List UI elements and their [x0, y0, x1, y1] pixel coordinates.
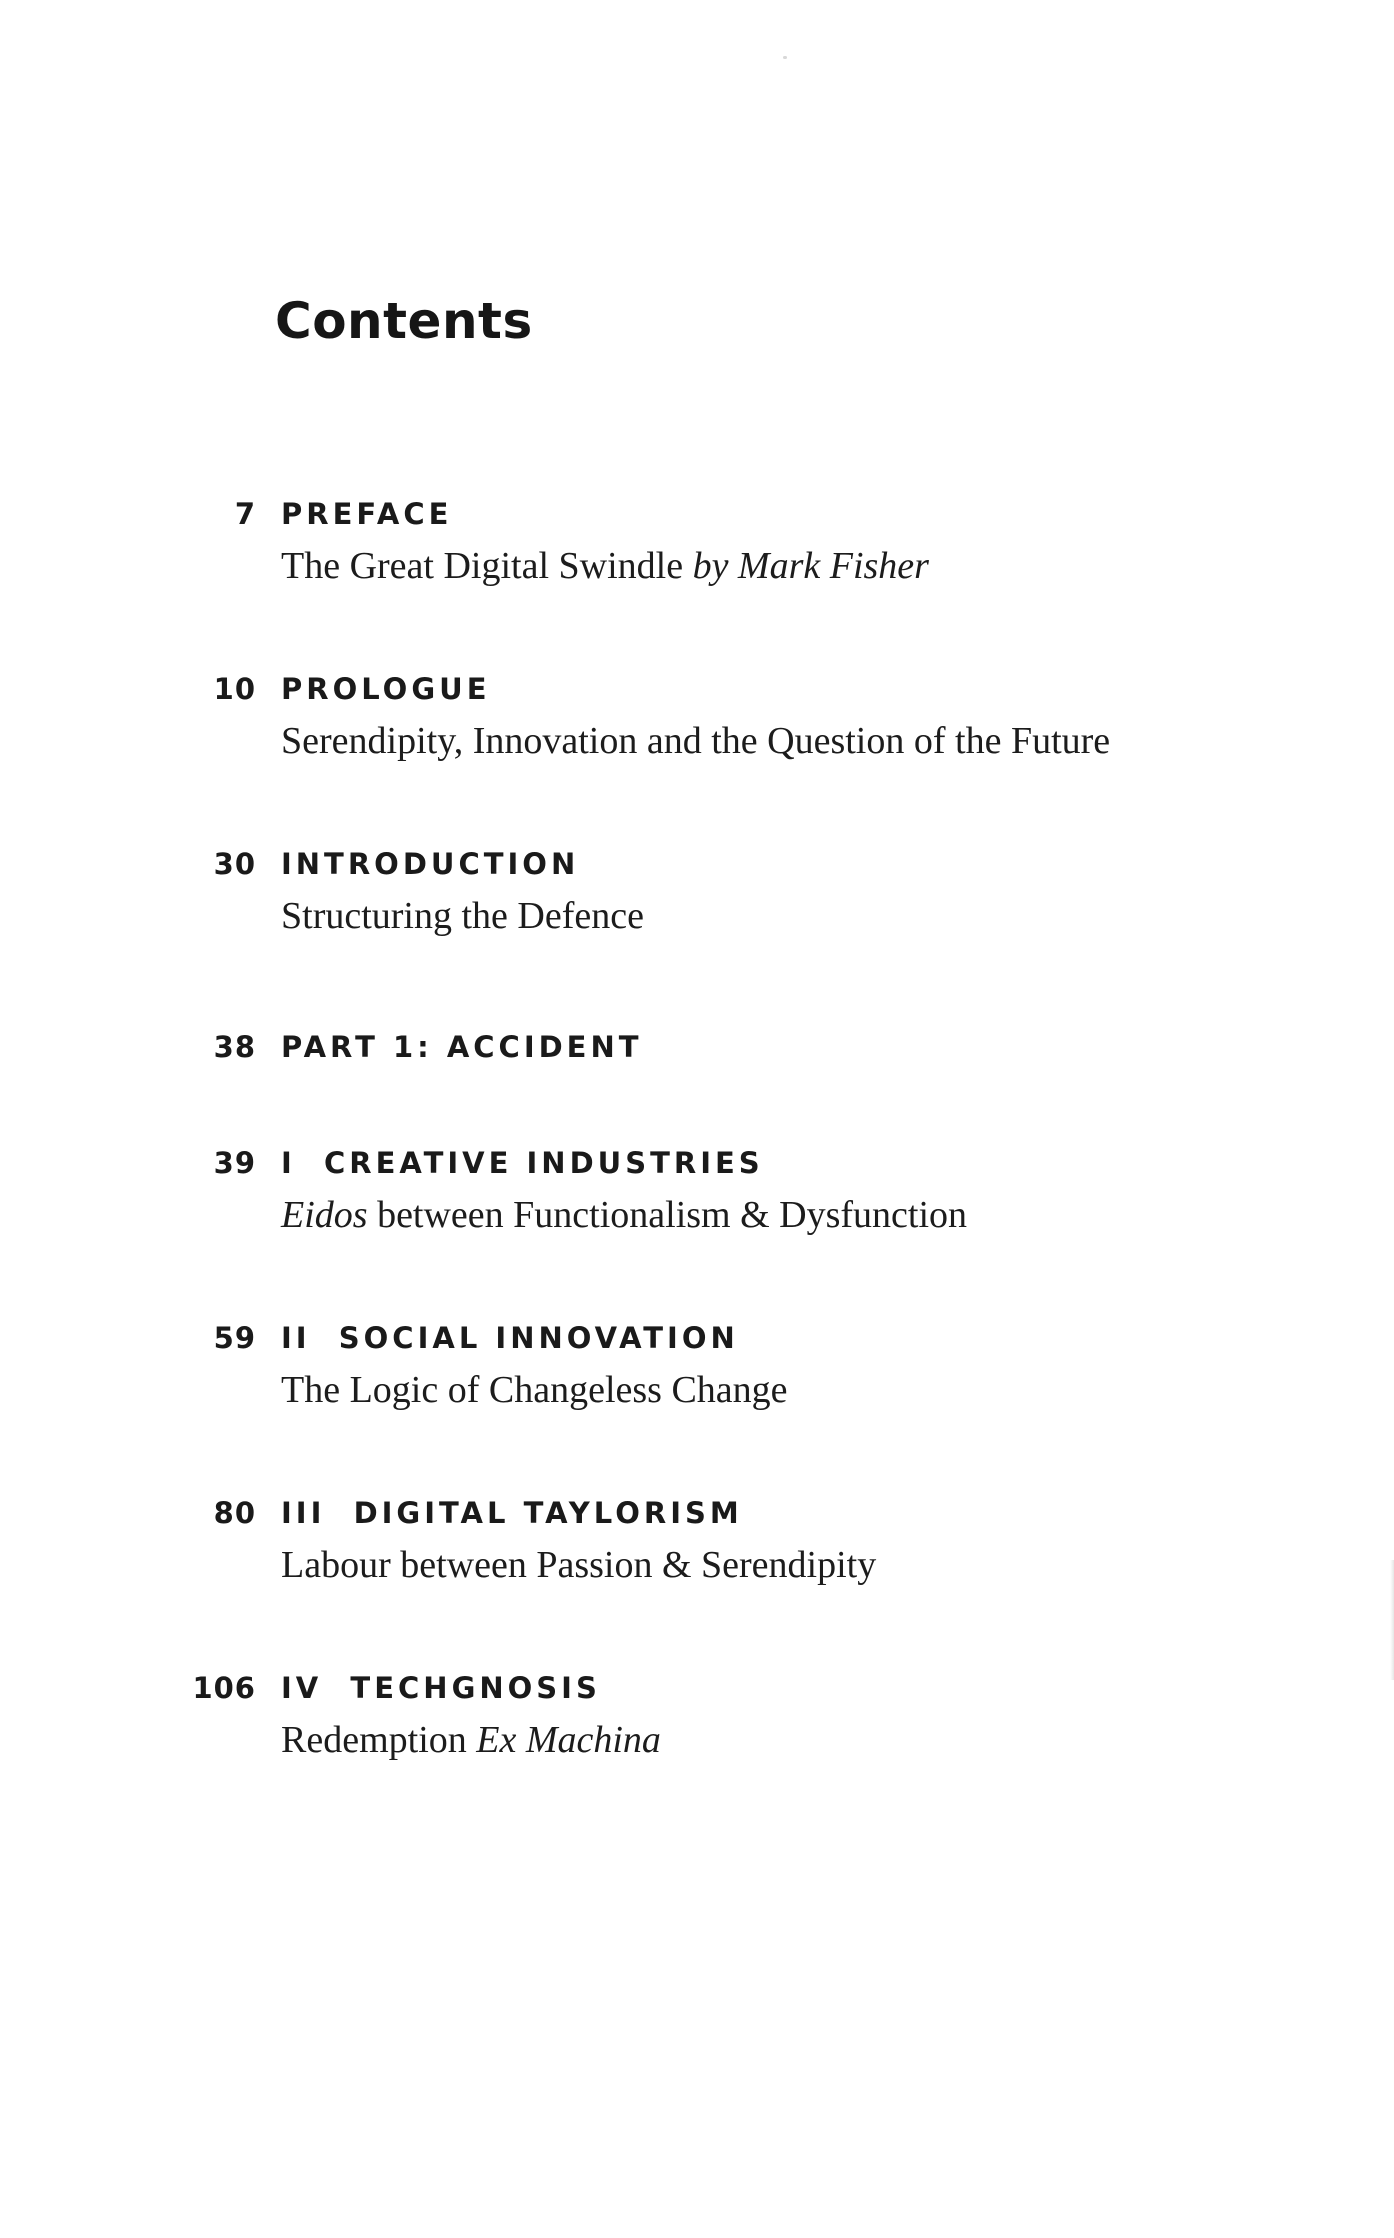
toc-subtitle [281, 542, 929, 590]
toc-page-number: 80 [213, 1496, 256, 1530]
toc-heading: PART 1: ACCIDENT [281, 1030, 643, 1064]
toc-subtitle [281, 1366, 788, 1414]
toc-heading: III DIGITAL TAYLORISM [281, 1496, 743, 1530]
toc-heading: I CREATIVE INDUSTRIES [281, 1146, 764, 1180]
toc-subtitle-text: Structuring the Defence [281, 895, 644, 937]
toc-subtitle-italic: Ex Machina [476, 1719, 661, 1761]
toc-page-number: 59 [213, 1321, 256, 1355]
toc-subtitle-text: Serendipity, Innovation and the Question of the Future [281, 720, 1111, 762]
toc-page-number: 30 [213, 847, 256, 881]
scan-speck [783, 56, 787, 59]
scan-edge-shadow [1390, 1560, 1394, 1680]
toc-subtitle-italic: Eidos [281, 1194, 368, 1236]
toc-page-number: 38 [213, 1030, 256, 1064]
toc-subtitle-text: between Functionalism & Dysfunction [367, 1194, 968, 1236]
toc-heading: PROLOGUE [281, 672, 491, 706]
toc-subtitle-author: by Mark Fisher [692, 545, 929, 587]
toc-subtitle-text: Redemption [281, 1719, 477, 1761]
toc-subtitle [281, 1541, 876, 1589]
toc-subtitle [281, 717, 1110, 765]
toc-page-number: 39 [213, 1146, 256, 1180]
toc-subtitle [281, 1191, 967, 1239]
toc-page-number: 7 [234, 497, 256, 531]
toc-heading: IV TECHGNOSIS [281, 1671, 601, 1705]
toc-subtitle [281, 1716, 661, 1764]
toc-heading: II SOCIAL INNOVATION [281, 1321, 739, 1355]
toc-page-number: 106 [192, 1671, 256, 1705]
toc-heading: INTRODUCTION [281, 847, 580, 881]
toc-subtitle-text: The Great Digital Swindle [281, 545, 693, 587]
toc-heading: PREFACE [281, 497, 453, 531]
page-title: Contents [275, 292, 533, 350]
toc-subtitle [281, 892, 644, 940]
toc-page-number: 10 [213, 672, 256, 706]
toc-subtitle-text: Labour between Passion & Serendipity [281, 1544, 877, 1586]
toc-subtitle-text: The Logic of Changeless Change [281, 1369, 788, 1411]
